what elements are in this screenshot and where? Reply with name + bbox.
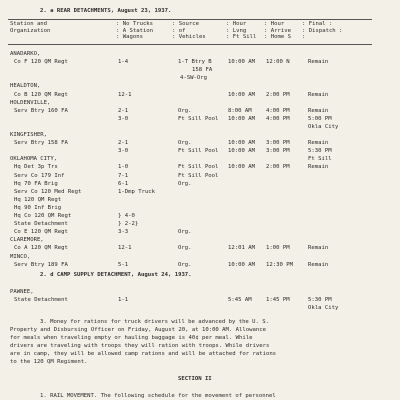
cell-source: 158 FA xyxy=(192,67,213,74)
cell-organization: State Detachment xyxy=(14,221,68,228)
cell-source: 4-SW-Org xyxy=(180,75,207,82)
cell-organization: Serv Co 120 Med Regt xyxy=(14,188,82,195)
cell-source: Ft Sill Pool xyxy=(178,148,219,155)
header-trucks-line2: : A Station xyxy=(116,27,154,34)
pawnee-arrive: 1:45 PM xyxy=(266,297,290,303)
cell-organization: Serv Btry 158 FA xyxy=(14,140,68,147)
cell-trucks: 12-1 xyxy=(118,245,132,252)
header-leave-line3: : Ft Sill xyxy=(226,34,257,41)
cell-organization: Serv Btry 160 FA xyxy=(14,107,68,114)
cell-organization: OKLAHOMA CITY, xyxy=(10,156,58,163)
header-source-line2: : of xyxy=(172,27,186,34)
header-source xyxy=(172,21,206,41)
paragraph-3-line: 3. Money for rations for truck drivers will be advanced by the U. S. xyxy=(40,319,270,325)
cell-trucks: 3-3 xyxy=(118,229,129,236)
cell-final: Remain xyxy=(308,245,329,252)
header-final-line3: : xyxy=(302,34,306,41)
cell-final: Ft Sill xyxy=(308,156,332,163)
cell-trucks: 2-1 xyxy=(118,107,129,114)
cell-organization: Co F 120 QM Regt xyxy=(14,59,68,66)
pawnee-final-2: Okla City xyxy=(308,305,339,311)
cell-arrive: 3:00 PM xyxy=(266,148,290,155)
cell-leave: 10:00 AM xyxy=(228,59,255,66)
cell-organization: Serv Btry 189 FA xyxy=(14,261,68,268)
cell-final: Remain xyxy=(308,164,329,171)
cell-final: Remain xyxy=(308,140,329,147)
cell-arrive: 3:00 PM xyxy=(266,140,290,147)
cell-organization: Co E 120 QM Regt xyxy=(14,229,68,236)
paragraph-3-line: to the 120 QM Regiment. xyxy=(10,359,88,365)
header-arrive-line1: : Hour xyxy=(264,21,285,27)
cell-arrive: 2:00 PM xyxy=(266,164,290,171)
header-leave-line1: : Hour xyxy=(226,21,247,27)
cell-leave: 10:00 AM xyxy=(228,140,255,147)
cell-leave: 10:00 AM xyxy=(228,261,255,268)
paragraph-3 xyxy=(10,318,276,366)
cell-source: Ft Sill Pool xyxy=(178,115,219,122)
cell-organization: Hq 90 Inf Brig xyxy=(14,204,62,211)
cell-leave: 10:00 AM xyxy=(228,115,255,122)
cell-organization: Hq 120 QM Regt xyxy=(14,196,62,203)
section-heading-camp-supply: 2. d CAMP SUPPLY DETACHMENT, August 24, 1937. xyxy=(40,272,192,278)
header-final xyxy=(302,21,342,41)
cell-trucks: 2-1 xyxy=(118,140,129,147)
cell-arrive: 1:00 PM xyxy=(266,245,290,252)
cell-final: 5:00 PM xyxy=(308,115,332,122)
cell-leave: 8:00 AM xyxy=(228,107,252,114)
cell-final: 5:30 PM xyxy=(308,148,332,155)
cell-source: 1-T Btry B xyxy=(178,59,212,66)
header-leave xyxy=(226,21,256,41)
header-arrive-line2: : Arrive xyxy=(264,27,291,34)
paragraph-3-line: for meals when traveling empty or hauling baggage is 40¢ per meal. While xyxy=(10,335,253,341)
cell-arrive: 2:00 PM xyxy=(266,91,290,98)
cell-trucks: 5-1 xyxy=(118,261,129,268)
cell-trucks: 1-4 xyxy=(118,59,129,66)
section-2-title: SECTION II xyxy=(178,376,212,382)
paragraph-3-line: drivers are traveling with troops they will ration with troops. While drivers xyxy=(10,343,270,349)
table-header-rule xyxy=(8,44,372,45)
header-station-line2: Organization xyxy=(10,27,51,34)
cell-organization: Hq 70 FA Brig xyxy=(14,180,58,187)
cell-trucks: 3-0 xyxy=(118,148,129,155)
cell-organization: Hq Det 3p Trs xyxy=(14,164,58,171)
header-final-line1: : Final : xyxy=(302,21,333,27)
cell-trucks: 12-1 xyxy=(118,91,132,98)
cell-organization: Hq Co 120 QM Regt xyxy=(14,213,72,219)
header-source-line3: : Vehicles xyxy=(172,34,206,41)
cell-arrive: 12:30 PM xyxy=(266,261,293,268)
cell-final: Remain xyxy=(308,59,329,66)
cell-organization: Co A 120 QM Regt xyxy=(14,245,68,252)
cell-organization: HEALDTON, xyxy=(10,83,41,90)
cell-trucks: } 4-0 xyxy=(118,213,135,219)
cell-source: Org. xyxy=(178,245,192,252)
cell-organization: ANADARKO, xyxy=(10,51,41,57)
header-trucks xyxy=(116,21,153,41)
cell-trucks: } 2-2} xyxy=(118,221,139,228)
cell-leave: 12:01 AM xyxy=(228,245,255,252)
pawnee-leave: 5:45 AM xyxy=(228,297,252,303)
cell-leave: 10:00 AM xyxy=(228,91,255,98)
cell-final: Remain xyxy=(308,261,329,268)
cell-source: Ft Sill Pool xyxy=(178,172,219,179)
header-trucks-line1: : No Trucks xyxy=(116,21,154,27)
paragraph-3-line: are in camp, they will be allowed camp rations and will be attached for rations xyxy=(10,351,277,357)
section-heading-rear-detachments: 2. a REAR DETACHMENTS, August 23, 1937. xyxy=(40,8,172,14)
cell-trucks: 1-Dmp Truck xyxy=(118,188,156,195)
section-2-first-line: 1. RAIL MOVEMENT. The following schedule for the movement of personnel xyxy=(40,393,276,399)
cell-leave: 10:00 AM xyxy=(228,148,255,155)
pawnee-station: PAWNEE, xyxy=(10,289,34,295)
cell-source: Org. xyxy=(178,261,192,268)
cell-trucks: 3-0 xyxy=(118,115,129,122)
cell-source: Org. xyxy=(178,180,192,187)
cell-final: Remain xyxy=(308,91,329,98)
paragraph-3-line: Property and Disbursing Officer on Friday, August 20, at 10:00 AM. Allowance xyxy=(10,327,266,333)
cell-final: Remain xyxy=(308,107,329,114)
pawnee-org: State Detachment xyxy=(14,297,68,303)
cell-arrive: 4:00 PM xyxy=(266,115,290,122)
cell-organization: CLAREMORE, xyxy=(10,237,44,244)
header-station xyxy=(10,21,50,34)
pawnee-trucks: 1-1 xyxy=(118,297,129,303)
cell-source: Org. xyxy=(178,229,192,236)
cell-trucks: 7-1 xyxy=(118,172,129,179)
header-arrive xyxy=(264,21,291,41)
header-source-line1: : Source xyxy=(172,21,199,27)
header-final-line2: : Dispatch : xyxy=(302,27,343,34)
cell-arrive: 12:00 N xyxy=(266,59,290,66)
cell-final: Okla City xyxy=(308,123,339,130)
cell-organization: Serv Co 179 Inf xyxy=(14,172,65,179)
cell-leave: 10:00 AM xyxy=(228,164,255,171)
table-top-rule xyxy=(8,19,372,20)
cell-organization: HOLDENVILLE, xyxy=(10,99,51,106)
cell-organization: KINGFISHER, xyxy=(10,132,48,138)
header-leave-line2: : Lvng xyxy=(226,27,247,34)
cell-trucks: 1-0 xyxy=(118,164,129,171)
pawnee-final: 5:30 PM xyxy=(308,297,332,303)
cell-arrive: 4:00 PM xyxy=(266,107,290,114)
cell-organization: Co B 120 QM Regt xyxy=(14,91,68,98)
cell-trucks: 6-1 xyxy=(118,180,129,187)
cell-organization: MINCO, xyxy=(10,253,31,260)
header-station-line1: Station and xyxy=(10,21,48,27)
header-trucks-line3: : Wagons xyxy=(116,34,143,41)
cell-source: Org. xyxy=(178,107,192,114)
cell-source: Ft Sill Pool xyxy=(178,164,219,171)
cell-source: Org. xyxy=(178,140,192,147)
header-arrive-line3: : Home S xyxy=(264,34,291,41)
